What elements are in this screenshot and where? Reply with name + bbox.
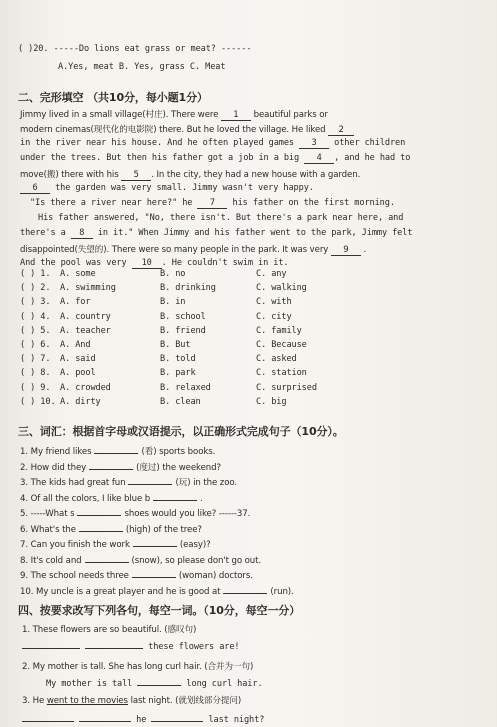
blank-10: 10 [132, 258, 162, 269]
question-20-stem: ( )20. -----Do lions eat grass or meat? ------ [18, 44, 252, 54]
vocab-item-prompt: 6. What's the [20, 524, 76, 535]
vocab-item-hint: (woman) doctors. [178, 571, 253, 581]
choice-option-a: A. for [60, 297, 91, 308]
vocab-item-prompt: 9. The school needs three [20, 571, 129, 581]
vocab-answer-blank[interactable] [133, 536, 177, 547]
rewrite-q1-blank-1[interactable] [22, 638, 80, 649]
passage-line-7: "Is there a river near here?" he 7 his father on the first morning. [30, 198, 395, 208]
vocab-item-prompt: 2. How did they [20, 462, 87, 473]
choice-option-a: A. country [60, 311, 111, 322]
choice-option-b: B. relaxed [160, 382, 211, 393]
choice-option-a: A. crowded [60, 382, 111, 393]
blank-1: 1 [221, 110, 251, 121]
vocab-item [20, 583, 294, 597]
vocab-item-prompt: 8. It's cold and [20, 555, 82, 566]
passage-line-6: 6 the garden was very small. Jimmy wasn't very happy. [20, 183, 314, 194]
vocab-item [20, 552, 261, 566]
choice-option-c: C. with [256, 297, 292, 308]
choice-option-b: B. friend [160, 325, 206, 336]
passage-line-8: His father answered, "No, there isn't. But there's a park near here, and [38, 213, 404, 223]
vocab-answer-blank[interactable] [89, 459, 133, 470]
choice-number[interactable]: ( ) 1. [20, 269, 51, 279]
choice-number[interactable]: ( ) 2. [20, 283, 51, 294]
vocab-item [20, 536, 211, 550]
vocab-item-hint: (high) of the tree? [125, 524, 202, 535]
vocab-item-hint: (看) sports books. [141, 447, 216, 457]
blank-5: 5 [121, 170, 151, 181]
choice-option-a: A. said [60, 354, 96, 365]
choice-number[interactable]: ( ) 8. [20, 368, 51, 379]
vocab-item [20, 505, 250, 519]
vocab-answer-blank[interactable] [94, 443, 138, 454]
vocab-answer-blank[interactable] [153, 490, 197, 501]
passage-line-3: in the river near his house. And he often played games 3 other children [20, 138, 406, 148]
blank-2: 2 [328, 125, 354, 136]
passage-line-2: modern cinemas(现代化的电影院) there. But he loved the village. He liked 2 [20, 123, 354, 136]
rewrite-q3-stem: 3. He went to the movies last night. (就划线部分提问) [22, 696, 242, 706]
choice-option-b: B. park [160, 368, 196, 379]
vocab-item-hint: (度过) the weekend? [136, 462, 221, 473]
choice-option-b: B. clean [160, 396, 201, 407]
vocab-item-hint: (easy)? [179, 540, 211, 550]
vocab-item-prompt: 4. Of all the colors, I like blue b [20, 493, 151, 504]
choice-option-b: B. in [160, 297, 186, 308]
passage-line-11: And the pool was very 10 . He couldn't swim in it. [20, 258, 289, 268]
choice-option-a: A. dirty [60, 396, 101, 407]
vocab-answer-blank[interactable] [128, 474, 172, 485]
question-20-options: A.Yes, meat B. Yes, grass C. Meat [58, 62, 226, 72]
choice-option-b: B. school [160, 311, 206, 322]
vocab-item [20, 567, 253, 581]
vocab-item [20, 490, 203, 504]
choice-option-b: B. told [160, 354, 196, 365]
choice-option-c: C. walking [256, 283, 307, 294]
vocab-item-hint: (玩) in the zoo. [175, 478, 237, 488]
choice-number[interactable]: ( ) 6. [20, 340, 51, 350]
vocab-item-prompt: 5. -----What s [20, 509, 75, 519]
choice-option-a: A. swimming [60, 283, 116, 294]
passage-line-9: there's a 8 in it." When Jimmy and his father went to the park, Jimmy felt [20, 228, 413, 238]
choice-option-b: B. drinking [160, 283, 216, 294]
blank-3: 3 [299, 138, 329, 149]
passage-line-1: Jimmy lived in a small village(村庄). There were 1 beautiful parks or [20, 110, 328, 120]
choice-option-c: C. any [256, 269, 287, 279]
choice-option-c: C. city [256, 311, 292, 322]
blank-9: 9 [331, 245, 361, 256]
vocab-item [20, 443, 215, 457]
choice-option-a: A. some [60, 269, 96, 279]
blank-6: 6 [20, 183, 50, 194]
blank-8: 8 [71, 228, 93, 239]
vocab-item-prompt: 7. Can you finish the work [20, 540, 130, 550]
passage-line-5: move(搬) there with his 5 . In the city, they had a new house with a garden. [20, 170, 361, 180]
rewrite-q1-stem: 1. These flowers are so beautiful. (感叹句) [22, 625, 197, 635]
rewrite-q2-blank[interactable] [137, 675, 181, 686]
rewrite-q1-blank-2[interactable] [85, 638, 143, 649]
vocab-item-hint: (snow), so please don't go out. [131, 555, 262, 566]
choice-number[interactable]: ( ) 4. [20, 311, 51, 322]
choice-option-a: A. pool [60, 368, 96, 379]
choice-option-b: B. no [160, 269, 186, 279]
section-3-heading: 三、词汇：根据首字母或汉语提示，以正确形式完成句子（10分）。 [18, 425, 344, 438]
rewrite-q2-stem: 2. My mother is tall. She has long curl hair. (合并为一句) [22, 662, 254, 672]
choice-number[interactable]: ( ) 3. [20, 297, 51, 308]
vocab-item [20, 474, 237, 488]
choice-option-c: C. family [256, 325, 302, 336]
vocab-item-prompt: 3. The kids had great fun [20, 478, 126, 488]
choice-option-c: C. asked [256, 354, 297, 365]
rewrite-q3-blank-2[interactable] [79, 711, 131, 722]
vocab-item-hint: shoes would you like? ------37. [124, 509, 251, 519]
blank-7: 7 [197, 198, 227, 209]
choice-number[interactable]: ( ) 10. [20, 396, 56, 407]
choice-number[interactable]: ( ) 9. [20, 382, 51, 393]
blank-4: 4 [304, 153, 334, 164]
choice-option-c: C. station [256, 368, 307, 379]
choice-option-c: C. big [256, 396, 287, 407]
rewrite-q3-blank-3[interactable] [151, 711, 203, 722]
vocab-item-prompt: 1. My friend likes [20, 447, 92, 457]
vocab-item-prompt: 10. My uncle is a great player and he is good at [20, 586, 221, 597]
vocab-answer-blank[interactable] [223, 583, 267, 594]
choice-option-c: C. surprised [256, 382, 317, 393]
vocab-item-hint: (run). [270, 586, 294, 597]
passage-line-10: disappointed(失望的). There were so many people in the park. It was very 9 . [20, 245, 367, 255]
vocab-item-hint: . [200, 493, 203, 504]
rewrite-q3-answer: he last night? [22, 711, 264, 725]
vocab-answer-blank[interactable] [132, 567, 176, 578]
rewrite-q3-blank-1[interactable] [22, 711, 74, 722]
vocab-answer-blank[interactable] [85, 552, 129, 563]
vocab-answer-blank[interactable] [79, 521, 123, 532]
choice-option-c: C. Because [256, 340, 307, 350]
vocab-answer-blank[interactable] [77, 505, 121, 516]
passage-line-4: under the trees. But then his father got a job in a big 4 , and he had to [20, 153, 411, 163]
section-2-heading: 二、完形填空 （共10分，每小题1分） [18, 91, 208, 104]
choice-option-b: B. But [160, 340, 191, 350]
vocab-item [20, 521, 202, 535]
choice-number[interactable]: ( ) 7. [20, 354, 51, 365]
rewrite-q1-answer: these flowers are! [22, 638, 240, 652]
choice-number[interactable]: ( ) 5. [20, 325, 51, 336]
choice-option-a: A. And [60, 340, 91, 350]
section-4-heading: 四、按要求改写下列各句，每空一词。（10分，每空一分） [18, 604, 301, 617]
rewrite-q2-answer: My mother is tall long curl hair. [46, 675, 263, 689]
vocab-item [20, 459, 221, 473]
choice-option-a: A. teacher [60, 325, 111, 336]
